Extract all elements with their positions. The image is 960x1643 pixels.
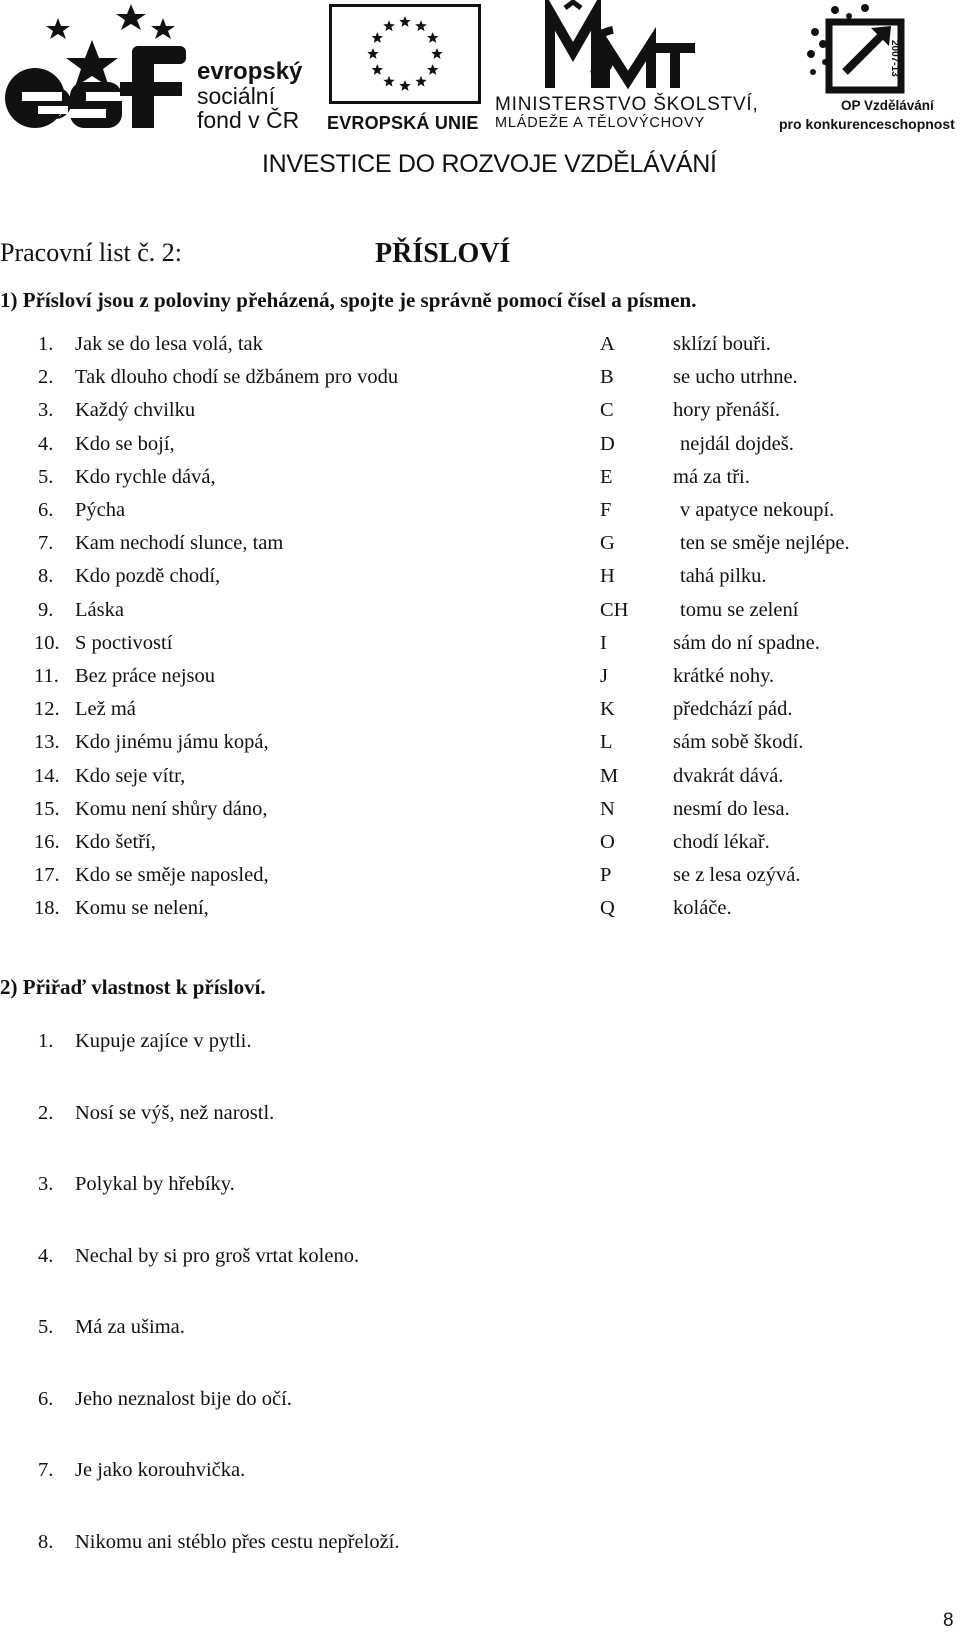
item-number: 3. — [38, 1173, 54, 1195]
row-number: 4. — [38, 432, 54, 455]
list-item — [0, 1531, 960, 1561]
row-letter: P — [600, 864, 612, 887]
list-item — [0, 1388, 960, 1418]
eu-star-icon — [431, 48, 442, 59]
item-text: Nikomu ani stéblo přes cestu nepřeloží. — [75, 1530, 400, 1553]
table-row — [0, 565, 960, 595]
item-text: Má za ušima. — [75, 1316, 185, 1338]
row-letter: D — [600, 432, 615, 455]
op-years: 2007-13 — [889, 40, 900, 77]
proverb-start: Bez práce nejsou — [75, 665, 216, 687]
proverb-start: Lež má — [75, 698, 136, 721]
proverb-end: krátké nohy. — [673, 665, 775, 687]
esf-logo — [0, 0, 310, 135]
proverb-start: Kdo rychle dává, — [75, 465, 216, 488]
row-letter: Q — [600, 897, 615, 920]
proverb-start: Každý chvilku — [75, 399, 196, 422]
eu-star-icon — [427, 64, 438, 75]
proverb-end: se ucho utrhne. — [673, 366, 798, 389]
proverb-end: tomu se zelení — [680, 598, 799, 621]
msmt-logo — [495, 0, 775, 135]
eu-star-icon — [383, 20, 394, 31]
row-number: 12. — [34, 698, 60, 721]
eu-star-icon — [372, 32, 383, 43]
proverb-end: sám sobě škodí. — [673, 731, 804, 754]
esf-word-line3: fond v ČR — [197, 107, 300, 133]
eu-label: EVROPSKÁ UNIE — [327, 113, 479, 133]
table-row — [0, 399, 960, 429]
op-line2: pro konkurenceschopnost — [779, 116, 955, 132]
row-letter: O — [600, 831, 615, 853]
proverb-start: Kam nechodí slunce, tam — [75, 532, 284, 555]
item-text: Nechal by si pro groš vrtat koleno. — [75, 1244, 360, 1267]
eu-star-icon — [415, 20, 426, 31]
eu-star-icon — [399, 80, 410, 91]
row-number: 8. — [38, 565, 54, 588]
proverb-end: tahá pilku. — [680, 565, 767, 588]
item-number: 5. — [38, 1316, 54, 1338]
list-item — [0, 1245, 960, 1275]
list-item — [0, 1173, 960, 1203]
proverb-end: ten se směje nejlépe. — [680, 532, 850, 555]
row-letter: E — [600, 465, 613, 488]
esf-word-line1: evropský — [197, 58, 303, 85]
proverb-end: koláče. — [673, 897, 732, 920]
row-letter: C — [600, 399, 614, 422]
list-item — [0, 1030, 960, 1060]
row-letter: L — [600, 731, 613, 754]
row-letter: M — [600, 764, 619, 787]
proverb-end: v apatyce nekoupí. — [680, 499, 835, 521]
table-row — [0, 499, 960, 529]
item-number: 1. — [38, 1030, 54, 1052]
item-text: Kupuje zajíce v pytli. — [75, 1030, 252, 1052]
row-letter: K — [600, 698, 615, 721]
list-item — [0, 1316, 960, 1346]
table-row — [0, 366, 960, 396]
msmt-line1: MINISTERSTVO ŠKOLSTVÍ, — [495, 94, 759, 115]
esf-emblem-icon — [0, 0, 200, 135]
row-number: 9. — [38, 598, 54, 621]
proverb-start: Kdo se směje naposled, — [75, 864, 269, 887]
worksheet-title — [0, 238, 960, 278]
proverb-end: hory přenáší. — [673, 399, 781, 422]
item-text: Nosí se výš, než narostl. — [75, 1101, 275, 1124]
row-letter: G — [600, 532, 615, 555]
row-letter: J — [600, 665, 608, 687]
item-text: Je jako korouhvička. — [75, 1459, 246, 1481]
proverb-end: se z lesa ozývá. — [673, 864, 801, 887]
eu-star-icon — [367, 48, 378, 59]
table-row — [0, 798, 960, 828]
eu-flag-icon — [329, 4, 481, 104]
table-row — [0, 433, 960, 463]
item-number: 4. — [38, 1244, 54, 1267]
task2-heading: 2) Přiřaď vlastnost k přísloví. — [0, 975, 266, 999]
row-number: 1. — [38, 333, 54, 355]
proverb-end: sám do ní spadne. — [673, 631, 820, 654]
proverb-end: má za tři. — [673, 465, 750, 488]
proverb-start: Komu se nelení, — [75, 897, 209, 920]
proverb-start: Kdo šetří, — [75, 831, 156, 853]
item-number: 2. — [38, 1101, 54, 1124]
msmt-monogram-icon — [495, 0, 755, 92]
row-number: 17. — [34, 864, 60, 887]
eu-star-icon — [415, 76, 426, 87]
table-row — [0, 731, 960, 761]
table-row — [0, 897, 960, 927]
op-emblem-icon — [805, 2, 925, 98]
list-item — [0, 1102, 960, 1132]
op-line1: OP Vzdělávání — [841, 98, 934, 113]
row-number: 10. — [34, 631, 60, 654]
row-letter: B — [600, 366, 614, 389]
row-letter: CH — [600, 598, 629, 621]
item-number: 7. — [38, 1459, 54, 1481]
table-row — [0, 599, 960, 629]
proverb-start: S poctivostí — [75, 631, 173, 654]
task1-heading: 1) Přísloví jsou z poloviny přeházená, spojte je správně pomocí čísel a písmen. — [0, 288, 697, 312]
proverb-end: dvakrát dává. — [673, 764, 784, 787]
eu-star-icon — [383, 76, 394, 87]
table-row — [0, 665, 960, 695]
table-row — [0, 466, 960, 496]
item-text: Jeho neznalost bije do očí. — [75, 1387, 292, 1410]
item-text: Polykal by hřebíky. — [75, 1173, 235, 1195]
row-number: 14. — [34, 764, 60, 787]
table-row — [0, 532, 960, 562]
table-row — [0, 831, 960, 861]
page-number: 8 — [943, 1610, 954, 1631]
row-number: 11. — [34, 665, 59, 687]
table-row — [0, 698, 960, 728]
row-letter: N — [600, 797, 615, 820]
proverb-start: Komu není shůry dáno, — [75, 797, 268, 820]
proverb-start: Tak dlouho chodí se džbánem pro vodu — [75, 366, 399, 389]
worksheet-heading: PŘÍSLOVÍ — [375, 238, 511, 269]
table-row — [0, 632, 960, 662]
list-item — [0, 1459, 960, 1489]
proverb-start: Kdo pozdě chodí, — [75, 565, 221, 588]
row-number: 15. — [34, 797, 60, 820]
proverb-start: Jak se do lesa volá, tak — [75, 333, 263, 355]
row-letter: A — [600, 333, 615, 355]
row-number: 5. — [38, 465, 54, 488]
proverb-start: Láska — [75, 598, 124, 621]
proverb-end: předchází pád. — [673, 698, 793, 721]
header-tagline: INVESTICE DO ROZVOJE VZDĚLÁVÁNÍ — [262, 150, 717, 178]
proverb-end: sklízí bouři. — [673, 333, 771, 355]
proverb-end: nesmí do lesa. — [673, 797, 790, 820]
proverb-start: Kdo jinému jámu kopá, — [75, 731, 269, 754]
item-number: 6. — [38, 1387, 54, 1410]
row-letter: I — [600, 631, 607, 654]
row-number: 3. — [38, 399, 54, 422]
proverb-end: nejdál dojdeš. — [680, 432, 794, 455]
table-row — [0, 333, 960, 363]
row-letter: H — [600, 565, 615, 588]
row-number: 6. — [38, 499, 54, 521]
eu-logo — [325, 4, 485, 134]
item-number: 8. — [38, 1530, 54, 1553]
msmt-line2: MLÁDEŽE A TĚLOVÝCHOVY — [495, 115, 705, 131]
row-number: 7. — [38, 532, 54, 555]
proverb-end: chodí lékař. — [673, 831, 770, 853]
eu-star-icon — [427, 32, 438, 43]
row-letter: F — [600, 499, 612, 521]
table-row — [0, 864, 960, 894]
proverb-start: Pýcha — [75, 499, 126, 521]
row-number: 2. — [38, 366, 54, 389]
row-number: 18. — [34, 897, 60, 920]
esf-word-line2: sociální — [197, 83, 275, 109]
table-row — [0, 765, 960, 795]
logo-header — [0, 0, 960, 190]
eu-star-icon — [399, 16, 410, 27]
row-number: 13. — [34, 731, 60, 754]
proverb-start: Kdo seje vítr, — [75, 764, 186, 787]
op-vzdelavani-logo — [775, 0, 960, 135]
eu-star-icon — [372, 64, 383, 75]
worksheet-label: Pracovní list č. 2: — [0, 238, 182, 267]
proverb-start: Kdo se bojí, — [75, 432, 175, 455]
row-number: 16. — [34, 831, 60, 853]
